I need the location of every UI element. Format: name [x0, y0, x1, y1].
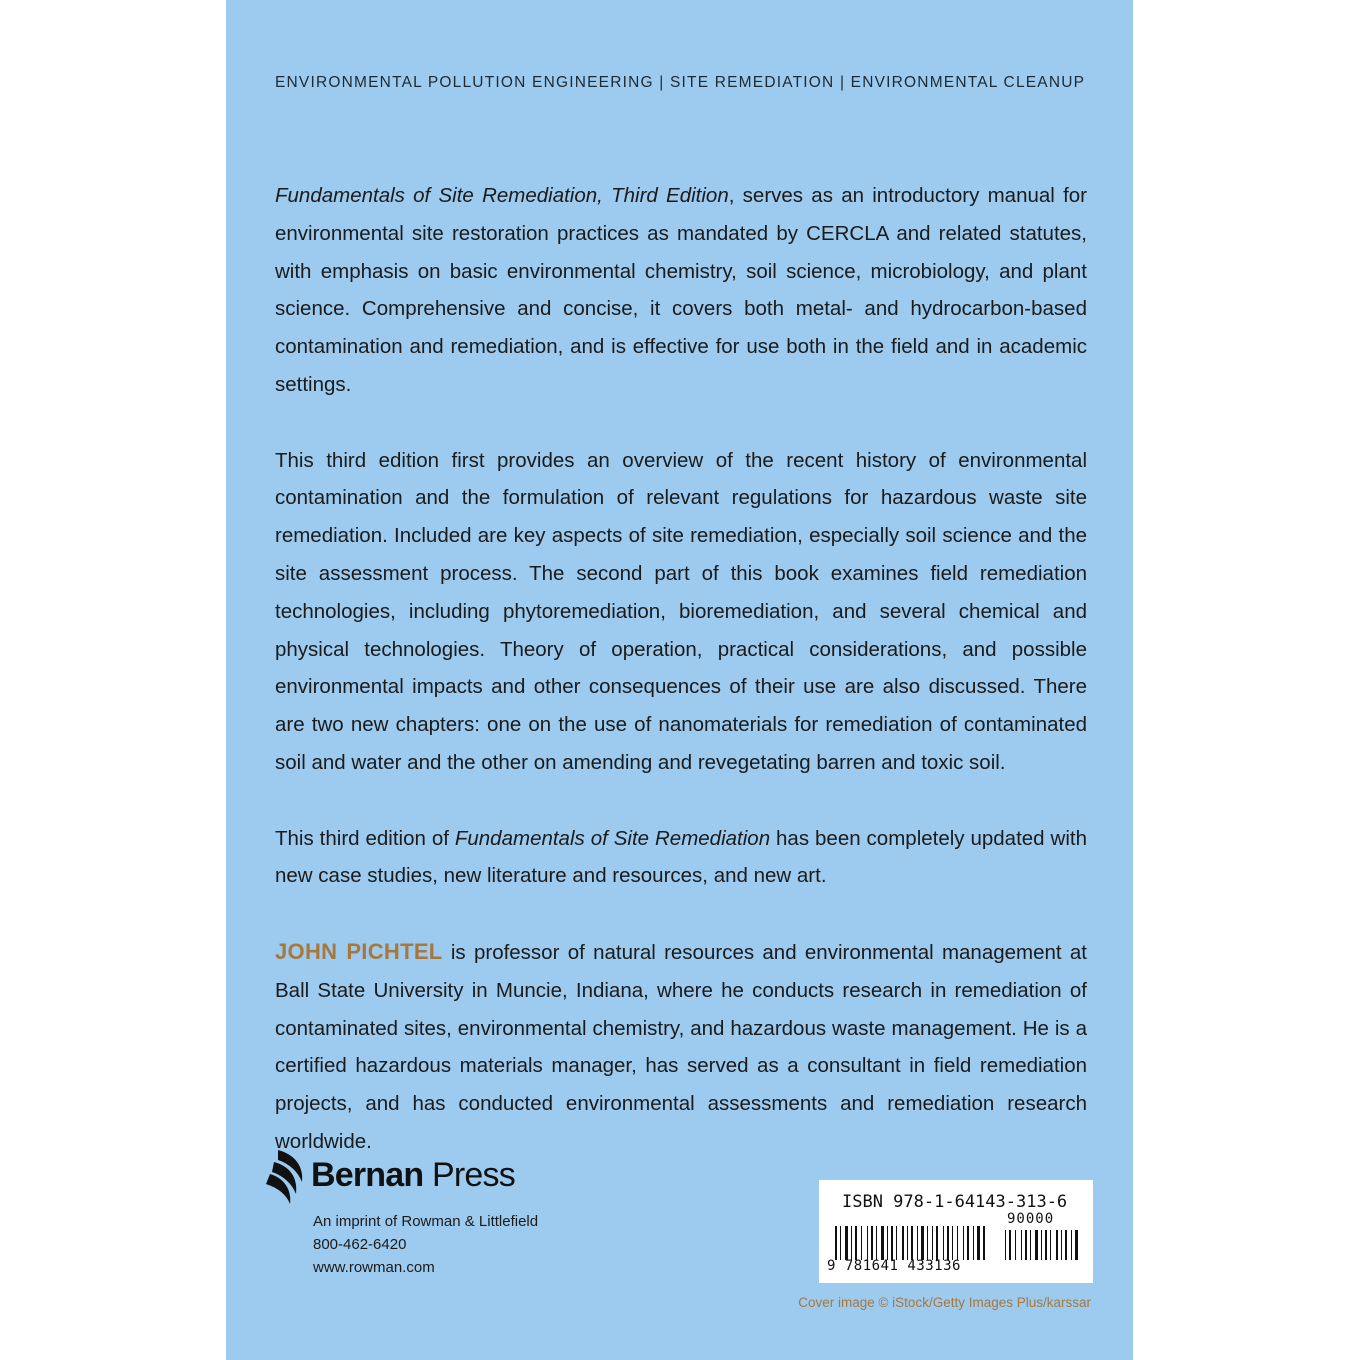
paragraph-1-text: , serves as an introductory manual for environmental site restoration practices as mandated by CERCLA and related statutes, with emphasis on basic environmental chemistry, soil science, microbiology, and plant science. Comprehensive and concise, it covers both metal- and hydrocarbon-based contamination and remediation, and is effective for use both in the field and in academic settings. — [275, 184, 1087, 396]
subject-categories: ENVIRONMENTAL POLLUTION ENGINEERING | SITE REMEDIATION | ENVIRONMENTAL CLEANUP — [275, 74, 1086, 91]
publisher-phone: 800-462-6420 — [313, 1236, 407, 1253]
barcode-bar — [921, 1226, 924, 1260]
author-name: JOHN PICHTEL — [275, 938, 443, 964]
barcode-bar — [845, 1226, 848, 1260]
publisher-block — [264, 1148, 604, 1288]
barcode-bar — [891, 1226, 893, 1260]
barcode-bar — [927, 1226, 928, 1260]
addon-bar — [1061, 1230, 1062, 1260]
barcode-bar — [851, 1226, 852, 1260]
addon-bar — [1021, 1230, 1022, 1260]
addon-number: 90000 — [1007, 1211, 1055, 1227]
addon-bar — [1045, 1230, 1047, 1260]
publisher-website: www.rowman.com — [313, 1259, 435, 1276]
barcode-bar — [932, 1226, 933, 1260]
author-bio — [275, 933, 1087, 1161]
barcode-bar — [952, 1226, 953, 1260]
barcode-bar — [840, 1226, 841, 1260]
addon-bar — [1035, 1230, 1038, 1260]
barcode-bar — [967, 1226, 969, 1260]
addon-bar — [1065, 1230, 1067, 1260]
description-paragraph-1 — [275, 177, 1087, 404]
isbn-text: ISBN 978-1-64143-313-6 — [842, 1192, 1068, 1212]
barcode-bar — [947, 1226, 949, 1260]
publisher-name-light: Press — [432, 1156, 515, 1194]
bernan-logo-icon — [264, 1148, 308, 1206]
barcode-bar — [876, 1226, 877, 1260]
description — [275, 177, 1087, 1199]
addon-bar — [1005, 1230, 1006, 1260]
back-cover — [226, 0, 1133, 1360]
barcode-bar — [887, 1226, 888, 1260]
ean-left-digits: 781641 — [844, 1258, 899, 1274]
barcode-bar — [855, 1226, 857, 1260]
description-paragraph-2: This third edition first provides an overview of the recent history of environmental contamination and the formulation of relevant regulations for hazardous waste site remediation. Included are key aspects of site remediation, especially soil science and the site assessment process. The second part of this book examines field remediation technologies, including phytoremediation, bioremediation, and several chemical and physical technologies. Theory of operation, practical considerations, and possible environmental impacts and other consequences of their use are also discussed. There are two new chapters: one on the use of nanomaterials for remediation of contaminated soil and water and the other on amending and revegetating barren and toxic soil. — [275, 448, 1087, 774]
author-bio-text: is professor of natural resources and environmental management at Ball State University in Muncie, Indiana, where he conducts research in remediation of contaminated sites, environmental chemistry, and hazardous waste management. He is a certified hazardous materials manager, has served as a consultant in field remediation projects, and has conducted environmental assessments and remediation research worldwide. — [275, 940, 1088, 1153]
addon-bar — [1075, 1230, 1078, 1260]
publisher-info — [313, 1210, 538, 1279]
barcode-bars — [835, 1226, 1083, 1260]
barcode-bar — [881, 1226, 884, 1260]
barcode-bar — [917, 1226, 918, 1260]
barcode-bar — [943, 1226, 944, 1260]
addon-bar — [1041, 1230, 1042, 1260]
publisher-imprint: An imprint of Rowman & Littlefield — [313, 1213, 539, 1230]
barcode-bar — [907, 1226, 908, 1260]
addon-bar — [1009, 1230, 1011, 1260]
ean-digits — [827, 1258, 961, 1274]
barcode-panel — [819, 1180, 1093, 1283]
ean-first-digit: 9 — [827, 1258, 836, 1274]
barcode-bar — [911, 1226, 913, 1260]
cover-image-credit: Cover image © iStock/Getty Images Plus/karssar — [798, 1295, 1091, 1310]
addon-bar — [1056, 1230, 1058, 1260]
barcode-bar — [983, 1226, 985, 1260]
publisher-name — [311, 1156, 515, 1195]
addon-bar — [1025, 1230, 1027, 1260]
barcode-bar — [963, 1226, 964, 1260]
barcode-bar — [977, 1226, 980, 1260]
barcode-bar — [936, 1226, 938, 1260]
barcode-bar — [871, 1226, 873, 1260]
barcode-bar — [896, 1226, 897, 1260]
barcode-bar — [867, 1226, 868, 1260]
paragraph-3-after: has been completely updated with new case studies, new literature and resources, and new art. — [275, 826, 1087, 888]
addon-bar — [1050, 1230, 1051, 1260]
paragraph-3-before: This third edition of — [275, 826, 455, 850]
publisher-name-bold: Bernan — [311, 1156, 424, 1194]
book-title-italic: Fundamentals of Site Remediation, Third Edition — [275, 184, 729, 207]
addon-bar — [1015, 1230, 1016, 1260]
book-title-italic-2: Fundamentals of Site Remediation — [454, 826, 771, 850]
addon-bar — [1030, 1230, 1031, 1260]
addon-bar — [1071, 1230, 1072, 1260]
barcode-bar — [957, 1226, 958, 1260]
barcode-bar — [902, 1226, 904, 1260]
barcode-bar — [973, 1226, 974, 1260]
barcode-bar — [835, 1226, 837, 1260]
ean-right-digits: 433136 — [907, 1258, 961, 1274]
description-paragraph-3 — [275, 820, 1087, 896]
barcode-bar — [861, 1226, 862, 1260]
